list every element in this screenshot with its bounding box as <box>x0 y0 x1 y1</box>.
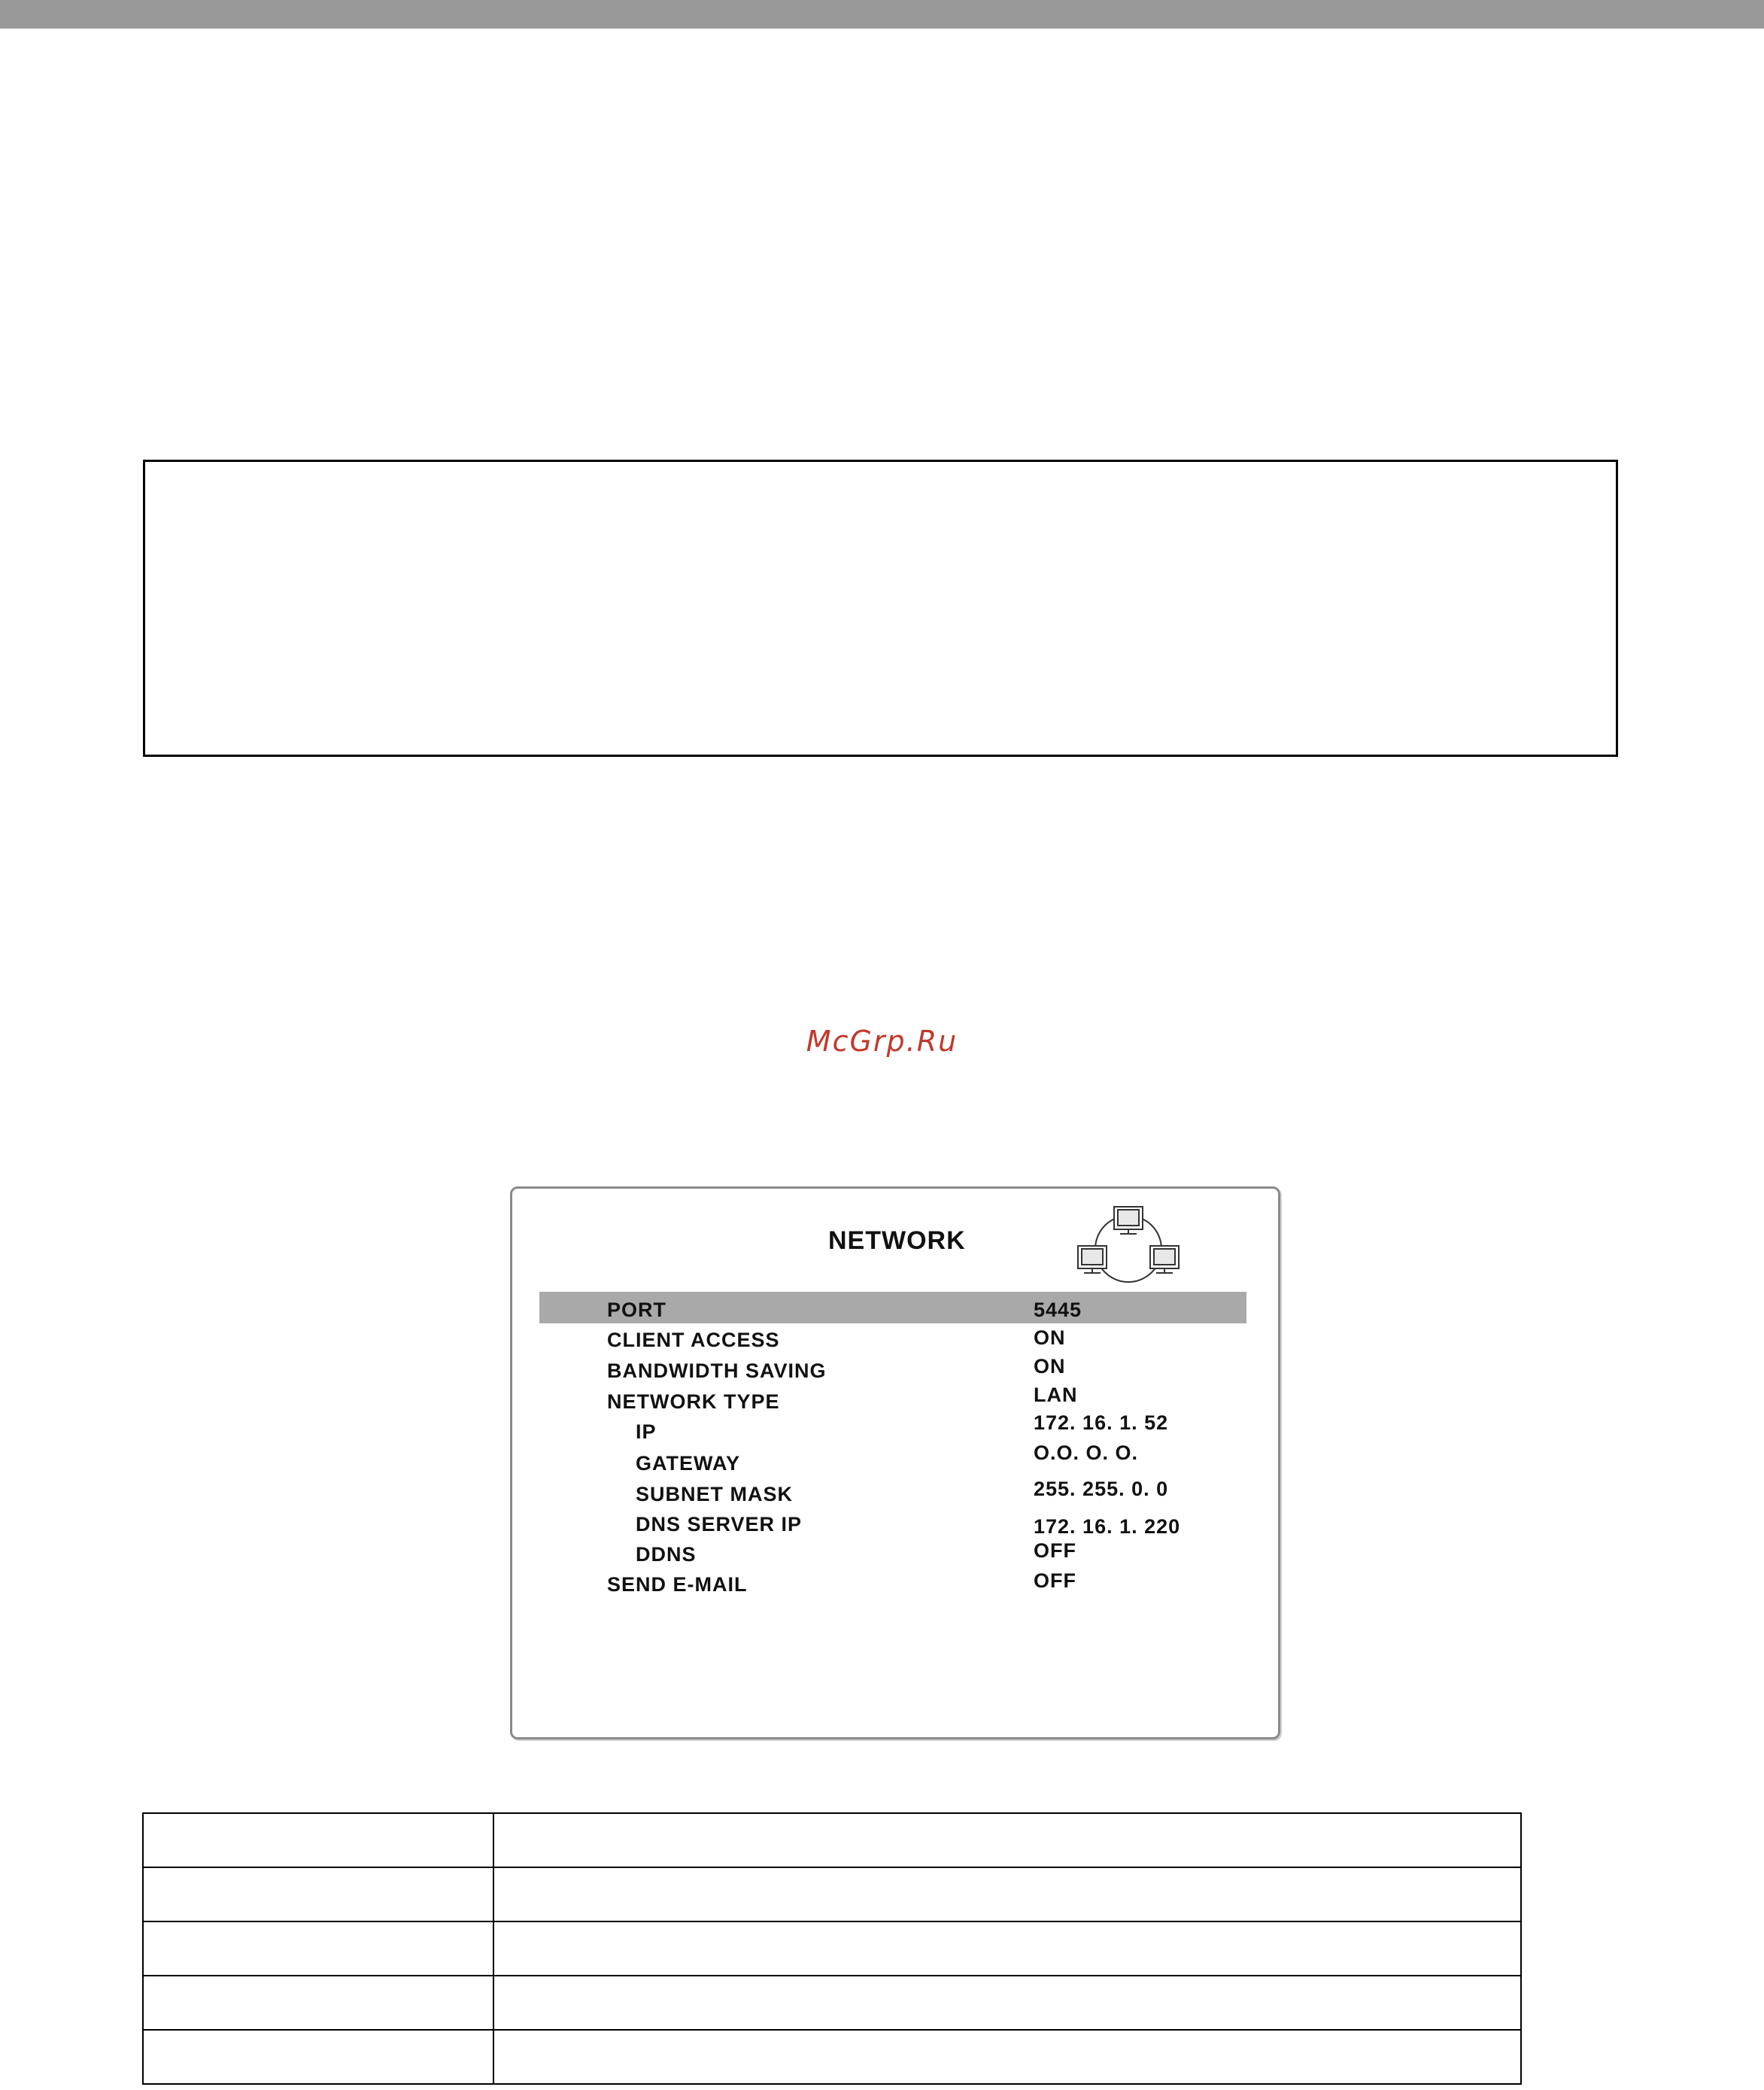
table-cell <box>143 2030 493 2084</box>
menu-item-value[interactable]: OFF <box>1034 1569 1076 1592</box>
table-cell <box>493 1921 1521 1976</box>
network-computers-icon <box>1072 1204 1185 1287</box>
menu-item-value[interactable]: LAN <box>1034 1384 1078 1406</box>
menu-item-value[interactable]: O.O. O. O. <box>1034 1441 1139 1464</box>
menu-item-label[interactable]: PORT <box>607 1299 667 1321</box>
menu-item-label[interactable]: SUBNET MASK <box>636 1483 794 1505</box>
menu-item-label[interactable]: CLIENT ACCESS <box>607 1329 780 1351</box>
menu-item-label[interactable]: DDNS <box>636 1543 697 1566</box>
menu-item-value[interactable]: 5445 <box>1034 1299 1082 1321</box>
osd-title: NETWORK <box>828 1226 966 1255</box>
menu-item-label[interactable]: DNS SERVER IP <box>636 1513 803 1536</box>
table-cell <box>143 1921 493 1976</box>
menu-item-value[interactable]: ON <box>1034 1355 1066 1378</box>
menu-item-label[interactable]: GATEWAY <box>636 1452 741 1475</box>
menu-item-value[interactable]: 255. 255. 0. 0 <box>1034 1478 1169 1500</box>
table-row <box>143 1867 1521 1921</box>
menu-item-label[interactable]: IP <box>636 1420 657 1443</box>
description-table <box>142 1812 1522 2085</box>
menu-item-label[interactable]: NETWORK TYPE <box>607 1390 780 1413</box>
table-cell <box>143 1867 493 1921</box>
table-cell <box>493 1867 1521 1921</box>
menu-item-value[interactable]: 172. 16. 1. 220 <box>1034 1515 1181 1538</box>
table-cell <box>143 1976 493 2030</box>
menu-item-label[interactable]: BANDWIDTH SAVING <box>607 1359 827 1382</box>
table-row <box>143 1813 1521 1867</box>
menu-item-value[interactable]: ON <box>1034 1326 1066 1349</box>
table-row <box>143 2030 1521 2084</box>
menu-item-value[interactable]: OFF <box>1034 1539 1076 1562</box>
table-cell <box>493 1976 1521 2030</box>
note-box <box>143 460 1618 757</box>
table-cell <box>143 1813 493 1867</box>
menu-item-label[interactable]: SEND E-MAIL <box>607 1573 748 1596</box>
table-cell <box>493 1813 1521 1867</box>
table-row <box>143 1976 1521 2030</box>
network-osd-screen <box>510 1186 1280 1739</box>
table-cell <box>493 2030 1521 2084</box>
menu-item-value[interactable]: 172. 16. 1. 52 <box>1034 1411 1169 1434</box>
watermark: McGrp.Ru <box>806 1025 958 1058</box>
page-header-bar <box>0 0 1764 29</box>
table-row <box>143 1921 1521 1976</box>
